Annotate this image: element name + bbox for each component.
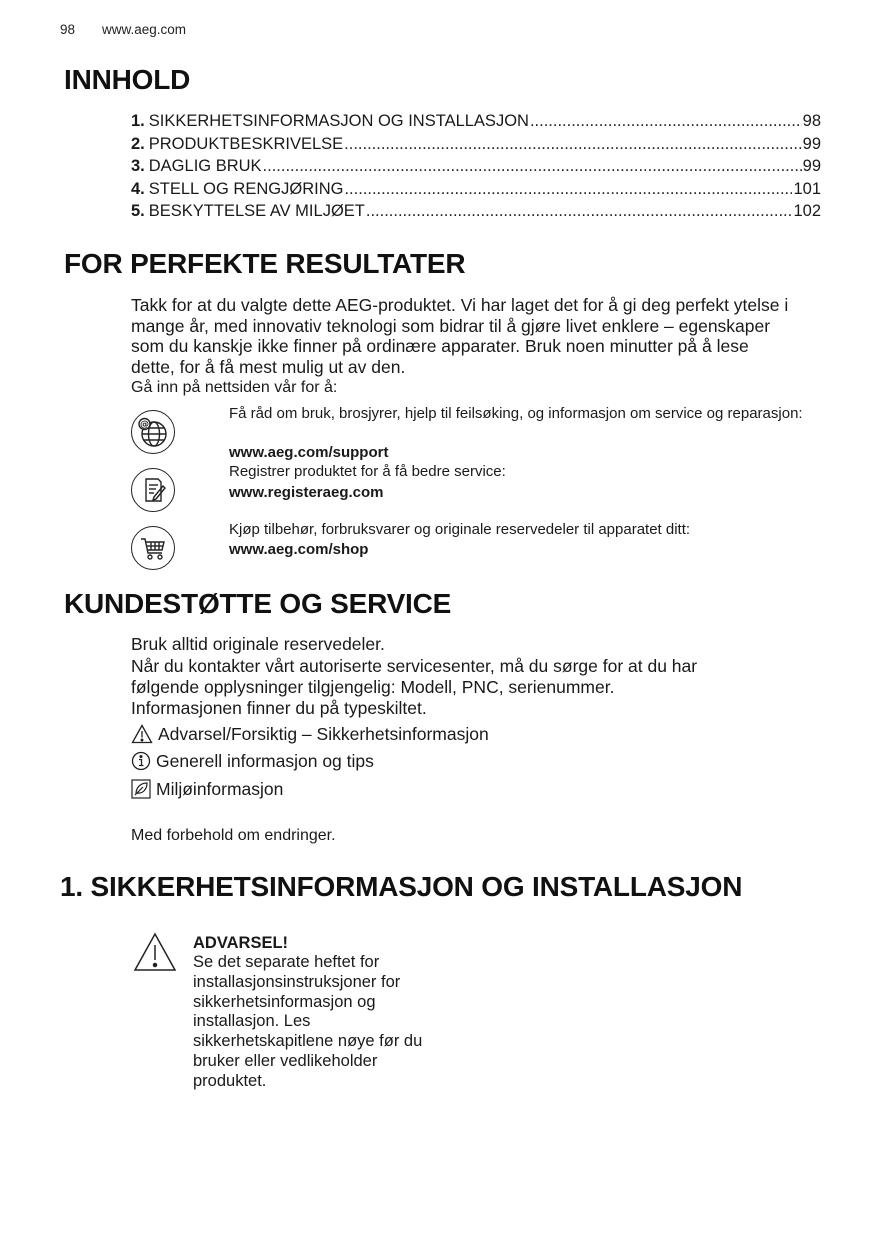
toc-item-page: 98	[802, 112, 821, 130]
toc-item-label: PRODUKTBESKRIVELSE	[148, 134, 344, 153]
service-line-2: Når du kontakter vårt autoriserte servicesenter, må du sørge for at du har følgende opplysninger tilgjengelig: Modell, PNC, serienummer.	[131, 656, 698, 697]
toc-item-number: 5.	[131, 202, 145, 220]
visit-website-text: Gå inn på nettsiden vår for å:	[131, 379, 338, 396]
warning-triangle-icon	[133, 932, 177, 977]
toc-item[interactable]	[131, 178, 821, 201]
toc-item-label: SIKKERHETSINFORMASJON OG INSTALLASJON	[148, 112, 529, 130]
toc-leader	[344, 133, 801, 156]
service-line-1: Bruk alltid originale reservedeler.	[131, 634, 385, 654]
toc-leader	[344, 178, 792, 201]
toc-item-page: 99	[802, 157, 821, 175]
perfect-results-title: FOR PERFEKTE RESULTATER	[64, 248, 466, 279]
header-website: www.aeg.com	[102, 22, 187, 37]
toc-item[interactable]	[131, 200, 821, 223]
disclaimer: Med forbehold om endringer.	[131, 827, 336, 844]
customer-service-title: KUNDESTØTTE OG SERVICE	[64, 588, 452, 619]
svg-text:@: @	[140, 420, 149, 430]
page-number: 98	[60, 22, 76, 37]
shop-link[interactable]: www.aeg.com/shop	[229, 541, 369, 558]
service-line-3: Informasjonen finner du på typeskiltet.	[131, 698, 427, 718]
toc-item-label: STELL OG RENGJØRING	[148, 179, 344, 198]
toc-leader	[530, 110, 802, 133]
toc-item-page: 99	[802, 134, 821, 153]
legend-environment-label: Miljøinformasjon	[156, 779, 284, 799]
toc-item[interactable]	[131, 155, 821, 178]
toc-item-number: 2.	[131, 134, 145, 153]
table-of-contents	[131, 110, 821, 223]
info-icon	[131, 751, 151, 771]
warning-icon	[131, 724, 153, 744]
toc-item-page: 102	[793, 202, 821, 220]
toc-item-number: 1.	[131, 112, 145, 130]
toc-leader	[366, 200, 793, 223]
shop-text: Kjøp tilbehør, forbruksvarer og originale reservedeler til apparatet ditt:	[229, 521, 691, 538]
globe-support-icon	[131, 410, 175, 454]
toc-item-label: DAGLIG BRUK	[148, 157, 262, 175]
toc-leader	[263, 155, 802, 178]
toc-item[interactable]	[131, 110, 821, 133]
support-text: Få råd om bruk, brosjyrer, hjelp til feilsøking, og informasjon om service og reparasjon:	[229, 405, 803, 422]
toc-item-label: BESKYTTELSE AV MILJØET	[148, 202, 365, 220]
register-document-icon	[131, 468, 175, 512]
register-text: Registrer produktet for å få bedre service:	[229, 463, 506, 480]
legend-warning	[131, 722, 489, 746]
safety-section-title: 1. SIKKERHETSINFORMASJON OG INSTALLASJON	[60, 871, 743, 902]
legend-info-label: Generell informasjon og tips	[156, 751, 374, 771]
environment-leaf-icon	[131, 779, 151, 799]
legend-environment	[131, 777, 283, 801]
toc-item-page: 101	[793, 179, 821, 198]
warning-text: Se det separate heftet for installasjonsinstruksjoner for sikkerhetsinformasjon og installasjon. Les sikkerhetskapitlene nøye før du bruker eller vedlikeholder produktet.	[193, 953, 423, 1090]
support-link[interactable]: www.aeg.com/support	[229, 444, 389, 461]
toc-item-number: 4.	[131, 179, 145, 198]
legend-warning-label: Advarsel/Forsiktig – Sikkerhetsinformasjon	[158, 724, 489, 744]
toc-item-number: 3.	[131, 157, 145, 175]
shopping-cart-icon	[131, 526, 175, 570]
warning-title: ADVARSEL!	[193, 934, 289, 952]
toc-item[interactable]	[131, 133, 821, 156]
legend-info	[131, 749, 374, 773]
contents-title: INNHOLD	[64, 64, 191, 95]
intro-paragraph: Takk for at du valgte dette AEG-produktet. Vi har laget det for å gi deg perfekt ytelse i mange år, med innovativ teknologi som bidrar til å gjøre livet enklere – egenskaper som du kanskje ikke finner på ordinære apparater. Bruk noen minutter på å lese dette, for å få mest mulig ut av den.	[131, 295, 789, 377]
register-link[interactable]: www.registeraeg.com	[229, 484, 384, 501]
